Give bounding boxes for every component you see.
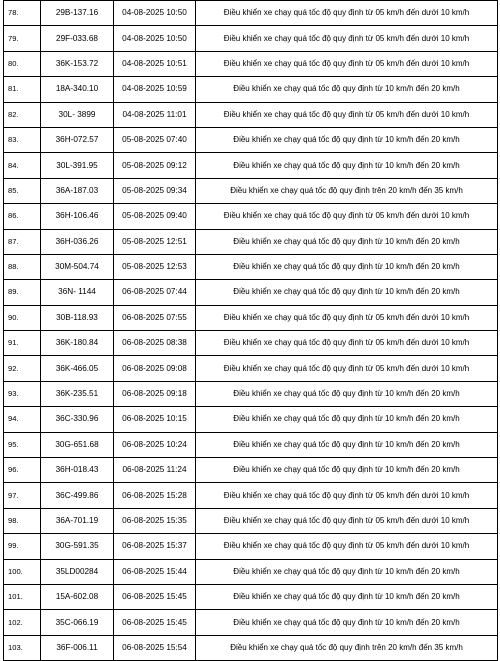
- violation-description-cell: Điều khiển xe chạy quá tốc độ quy định từ 10 km/h đến 20 km/h: [196, 77, 498, 102]
- license-plate-cell: 36A-187.03: [41, 178, 114, 203]
- violation-time-cell: 06-08-2025 15:35: [114, 508, 196, 533]
- row-number-cell: 82.: [4, 102, 41, 127]
- violation-description-cell: Điều khiển xe chạy quá tốc độ quy định từ 10 km/h đến 20 km/h: [196, 229, 498, 254]
- violation-description-cell: Điều khiển xe chạy quá tốc độ quy định trên 20 km/h đến 35 km/h: [196, 635, 498, 660]
- violation-description-cell: Điều khiển xe chạy quá tốc độ quy định từ 05 km/h đến dưới 10 km/h: [196, 331, 498, 356]
- table-row: [4, 458, 498, 483]
- row-number-cell: 93.: [4, 381, 41, 406]
- violation-description-cell: Điều khiển xe chạy quá tốc độ quy định từ 05 km/h đến dưới 10 km/h: [196, 102, 498, 127]
- violation-description-cell: Điều khiển xe chạy quá tốc độ quy định từ 05 km/h đến dưới 10 km/h: [196, 356, 498, 381]
- violations-table-body: [4, 1, 498, 661]
- row-number-cell: 98.: [4, 508, 41, 533]
- license-plate-cell: 36H-072.57: [41, 127, 114, 152]
- table-row: [4, 534, 498, 559]
- violation-description-cell: Điều khiển xe chạy quá tốc độ quy định từ 05 km/h đến dưới 10 km/h: [196, 204, 498, 229]
- license-plate-cell: 30L- 3899: [41, 102, 114, 127]
- license-plate-cell: 30G-651.68: [41, 432, 114, 457]
- row-number-cell: 89.: [4, 280, 41, 305]
- row-number-cell: 94.: [4, 407, 41, 432]
- row-number-cell: 85.: [4, 178, 41, 203]
- table-row: [4, 356, 498, 381]
- license-plate-cell: 36F-006.11: [41, 635, 114, 660]
- row-number-cell: 80.: [4, 51, 41, 76]
- row-number-cell: 99.: [4, 534, 41, 559]
- table-row: [4, 432, 498, 457]
- violation-time-cell: 06-08-2025 09:08: [114, 356, 196, 381]
- table-row: [4, 508, 498, 533]
- license-plate-cell: 30L-391.95: [41, 153, 114, 178]
- table-row: [4, 407, 498, 432]
- violation-description-cell: Điều khiển xe chạy quá tốc độ quy định từ 05 km/h đến dưới 10 km/h: [196, 305, 498, 330]
- license-plate-cell: 36H-036.26: [41, 229, 114, 254]
- table-row: [4, 483, 498, 508]
- table-row: [4, 635, 498, 660]
- row-number-cell: 103.: [4, 635, 41, 660]
- violation-time-cell: 06-08-2025 10:24: [114, 432, 196, 457]
- violation-description-cell: Điều khiển xe chạy quá tốc độ quy định từ 10 km/h đến 20 km/h: [196, 153, 498, 178]
- license-plate-cell: 30B-118.93: [41, 305, 114, 330]
- violation-time-cell: 06-08-2025 15:45: [114, 610, 196, 635]
- violation-time-cell: 06-08-2025 15:37: [114, 534, 196, 559]
- row-number-cell: 97.: [4, 483, 41, 508]
- violation-time-cell: 04-08-2025 10:59: [114, 77, 196, 102]
- row-number-cell: 86.: [4, 204, 41, 229]
- violation-description-cell: Điều khiển xe chạy quá tốc độ quy định từ 05 km/h đến dưới 10 km/h: [196, 1, 498, 26]
- violation-description-cell: Điều khiển xe chạy quá tốc độ quy định trên 20 km/h đến 35 km/h: [196, 178, 498, 203]
- violation-time-cell: 05-08-2025 09:12: [114, 153, 196, 178]
- violation-description-cell: Điều khiển xe chạy quá tốc độ quy định từ 10 km/h đến 20 km/h: [196, 254, 498, 279]
- table-row: [4, 1, 498, 26]
- violation-description-cell: Điều khiển xe chạy quá tốc độ quy định từ 05 km/h đến dưới 10 km/h: [196, 26, 498, 51]
- license-plate-cell: 35LD00284: [41, 559, 114, 584]
- license-plate-cell: 36H-106.46: [41, 204, 114, 229]
- row-number-cell: 101.: [4, 584, 41, 609]
- license-plate-cell: 18A-340.10: [41, 77, 114, 102]
- row-number-cell: 87.: [4, 229, 41, 254]
- violation-description-cell: Điều khiển xe chạy quá tốc độ quy định từ 05 km/h đến dưới 10 km/h: [196, 508, 498, 533]
- row-number-cell: 88.: [4, 254, 41, 279]
- violation-description-cell: Điều khiển xe chạy quá tốc độ quy định từ 05 km/h đến dưới 10 km/h: [196, 483, 498, 508]
- license-plate-cell: 36K-180.84: [41, 331, 114, 356]
- license-plate-cell: 36K-235.51: [41, 381, 114, 406]
- license-plate-cell: 35C-066.19: [41, 610, 114, 635]
- violation-time-cell: 05-08-2025 07:40: [114, 127, 196, 152]
- violation-time-cell: 05-08-2025 12:53: [114, 254, 196, 279]
- violation-time-cell: 06-08-2025 10:15: [114, 407, 196, 432]
- table-row: [4, 204, 498, 229]
- violation-time-cell: 05-08-2025 09:40: [114, 204, 196, 229]
- violation-description-cell: Điều khiển xe chạy quá tốc độ quy định từ 05 km/h đến dưới 10 km/h: [196, 51, 498, 76]
- table-row: [4, 610, 498, 635]
- violation-time-cell: 06-08-2025 15:54: [114, 635, 196, 660]
- violation-time-cell: 04-08-2025 11:01: [114, 102, 196, 127]
- violation-time-cell: 06-08-2025 07:44: [114, 280, 196, 305]
- violation-time-cell: 06-08-2025 15:28: [114, 483, 196, 508]
- violation-time-cell: 06-08-2025 11:24: [114, 458, 196, 483]
- license-plate-cell: 30M-504.74: [41, 254, 114, 279]
- table-row: [4, 229, 498, 254]
- row-number-cell: 92.: [4, 356, 41, 381]
- violation-time-cell: 06-08-2025 15:45: [114, 584, 196, 609]
- license-plate-cell: 36H-018.43: [41, 458, 114, 483]
- violation-time-cell: 04-08-2025 10:51: [114, 51, 196, 76]
- table-row: [4, 153, 498, 178]
- table-row: [4, 77, 498, 102]
- violation-time-cell: 05-08-2025 09:34: [114, 178, 196, 203]
- row-number-cell: 102.: [4, 610, 41, 635]
- row-number-cell: 83.: [4, 127, 41, 152]
- violation-description-cell: Điều khiển xe chạy quá tốc độ quy định từ 10 km/h đến 20 km/h: [196, 458, 498, 483]
- row-number-cell: 95.: [4, 432, 41, 457]
- table-row: [4, 559, 498, 584]
- license-plate-cell: 15A-602.08: [41, 584, 114, 609]
- table-row: [4, 102, 498, 127]
- violation-description-cell: Điều khiển xe chạy quá tốc độ quy định từ 10 km/h đến 20 km/h: [196, 610, 498, 635]
- table-row: [4, 305, 498, 330]
- license-plate-cell: 29F-033.68: [41, 26, 114, 51]
- row-number-cell: 79.: [4, 26, 41, 51]
- license-plate-cell: 30G-591.35: [41, 534, 114, 559]
- table-row: [4, 127, 498, 152]
- table-row: [4, 51, 498, 76]
- violations-table: [3, 0, 498, 661]
- table-row: [4, 280, 498, 305]
- violation-time-cell: 06-08-2025 08:38: [114, 331, 196, 356]
- license-plate-cell: 36N- 1144: [41, 280, 114, 305]
- license-plate-cell: 36C-330.96: [41, 407, 114, 432]
- row-number-cell: 96.: [4, 458, 41, 483]
- row-number-cell: 81.: [4, 77, 41, 102]
- table-row: [4, 26, 498, 51]
- table-row: [4, 331, 498, 356]
- row-number-cell: 84.: [4, 153, 41, 178]
- license-plate-cell: 36C-499.86: [41, 483, 114, 508]
- license-plate-cell: 29B-137.16: [41, 1, 114, 26]
- violation-time-cell: 06-08-2025 09:18: [114, 381, 196, 406]
- violation-time-cell: 06-08-2025 15:44: [114, 559, 196, 584]
- row-number-cell: 90.: [4, 305, 41, 330]
- violation-time-cell: 04-08-2025 10:50: [114, 1, 196, 26]
- row-number-cell: 91.: [4, 331, 41, 356]
- violation-description-cell: Điều khiển xe chạy quá tốc độ quy định từ 10 km/h đến 20 km/h: [196, 381, 498, 406]
- license-plate-cell: 36A-701.19: [41, 508, 114, 533]
- violation-description-cell: Điều khiển xe chạy quá tốc độ quy định từ 10 km/h đến 20 km/h: [196, 559, 498, 584]
- table-row: [4, 178, 498, 203]
- violation-description-cell: Điều khiển xe chạy quá tốc độ quy định từ 10 km/h đến 20 km/h: [196, 584, 498, 609]
- violation-description-cell: Điều khiển xe chạy quá tốc độ quy định từ 10 km/h đến 20 km/h: [196, 127, 498, 152]
- license-plate-cell: 36K-466.05: [41, 356, 114, 381]
- violation-description-cell: Điều khiển xe chạy quá tốc độ quy định từ 10 km/h đến 20 km/h: [196, 432, 498, 457]
- table-row: [4, 254, 498, 279]
- row-number-cell: 100.: [4, 559, 41, 584]
- table-row: [4, 584, 498, 609]
- violation-time-cell: 05-08-2025 12:51: [114, 229, 196, 254]
- violation-description-cell: Điều khiển xe chạy quá tốc độ quy định từ 05 km/h đến dưới 10 km/h: [196, 534, 498, 559]
- license-plate-cell: 36K-153.72: [41, 51, 114, 76]
- violation-description-cell: Điều khiển xe chạy quá tốc độ quy định từ 10 km/h đến 20 km/h: [196, 407, 498, 432]
- table-row: [4, 381, 498, 406]
- row-number-cell: 78.: [4, 1, 41, 26]
- violation-time-cell: 06-08-2025 07:55: [114, 305, 196, 330]
- violation-time-cell: 04-08-2025 10:50: [114, 26, 196, 51]
- violation-description-cell: Điều khiển xe chạy quá tốc độ quy định từ 10 km/h đến 20 km/h: [196, 280, 498, 305]
